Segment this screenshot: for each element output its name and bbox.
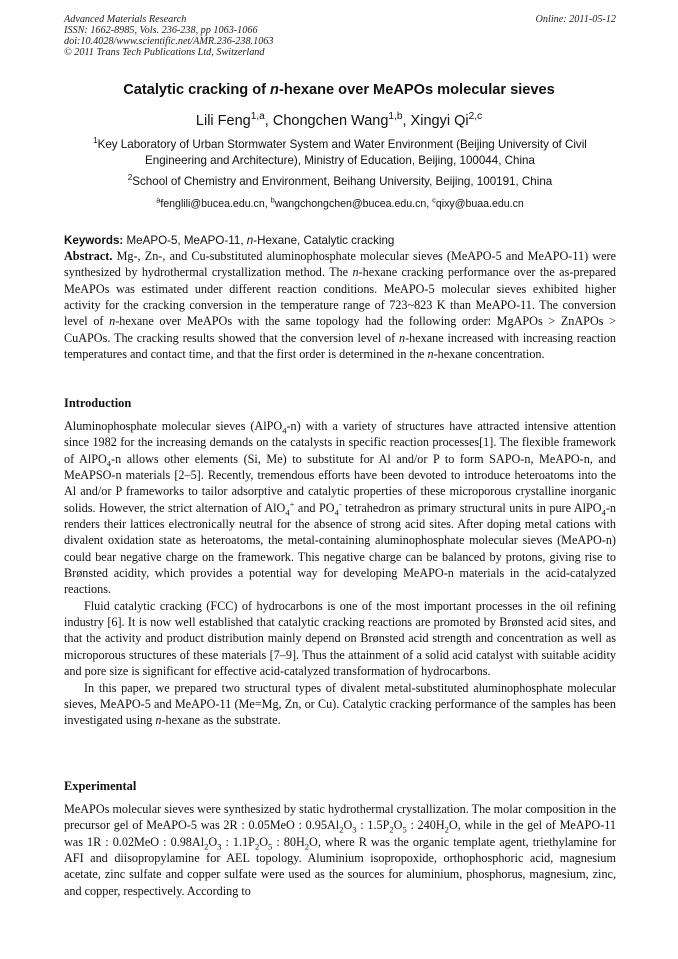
email-c: qixy@buaa.edu.cn [435,198,524,210]
journal-name: Advanced Materials Research [64,14,187,25]
paper-title: Catalytic cracking of n-hexane over MeAPOs molecular sieves [123,82,555,98]
author: Lili Feng [195,113,251,129]
copyright-line: © 2011 Trans Tech Publications Ltd, Switzerland [64,47,265,58]
introduction-body [64,418,616,729]
experimental-body [64,801,616,899]
doi-line: doi:10.4028/www.scientific.net/AMR.236-238.1063 [64,36,274,47]
email-line: $^a$fenglili@bucea.edu.cn, $^b$wangchongchen@bucea.edu.cn, $^c$qixy@buaa.edu.cn [156,195,524,210]
journal-header [64,14,616,58]
intro-paragraph-3: In this paper, we prepared two structural types of divalent metal-substituted aluminophosphate molecular sieves, MeAPO-5 and MeAPO-11 (Me=Mg, Zn, or Cu). Catalytic cracking performance of the samples has been investigated using n-hexane as the substrate. [64,680,616,728]
experimental-heading: Experimental [64,779,137,793]
intro-paragraph-2: Fluid catalytic cracking (FCC) of hydrocarbons is one of the most important processes in the oil refining industry [6]. It is now well established that catalytic cracking reactions are promoted by Brønsted acid sites, and that the activity and product distribution mainly depend on Brønsted acid strength and concentration as well as microporous structures of these materials [7–9]. Thus the attainment of a solid acid catalyst with suitable acidity and pore size is significant for effective acid-catalyzed transformation of hydrocarbons. [64,598,616,679]
keywords: Keywords: MeAPO-5, MeAPO-11, n-Hexane, Catalytic cracking [64,234,395,247]
issn-line: ISSN: 1662-8985, Vols. 236-238, pp 1063-1066 [64,25,258,36]
experimental-paragraph: MeAPOs molecular sieves were synthesized by static hydrothermal crystallization. The molar composition in the precursor gel of MeAPO-5 was 2R : 0.05MeO : $0.95Al_2O_3$ : $1.5P_2O_5$ : $240H_2O$, while in the gel of MeAPO-11 was 1R : 0.02MeO : $0.98Al_2O_3$ : $1.1P_2O_5$ : $80H_2O$, where R was the organic template agent, triethylamine for AFI and diisopropylamine for AEL topology. Aluminium isopropoxide, orthophosphoric acid, magnesium acetate, zinc sulfate and copper sulfate were used as the sources for aluminium, phosphorus, magnesium, zinc, and copper, respectively. According to [64,802,616,898]
author: Chongchen Wang [272,113,389,129]
intro-paragraph-1: Aluminophosphate molecular sieves (AlPO$_4$-n) with a variety of structures have attracted intensive attention since 1982 for the increasing demands on the catalysts in specific reaction processes[1]. The flexible framework of AlPO$_4$-n allows other elements (Si, Me) to substitute for Al and/or P to form SAPO-n, MeAPO-n, and MeAPSO-n materials [2–5]. Recently, tremendous efforts have been devoted to introduce heteroatoms into the Al and/or P frameworks to tailor adsorptive and catalytic properties of these microporous crystalline inorganic solids. However, the strict alternation of AlO$_4$+ and $PO_4^-$ tetrahedron as primary structural units in pure AlPO$_4$-n renders their lattices electronically neutral for the absence of strong acid sites. After doping metal cations with divalent oxidation state as heteroatoms, the metal-containing aluminophosphate molecular sieves (MeAPO-n) could bear negative charge on the framework. This negative charge can be balanced by protons, giving rise to Brønsted acidity, which provides a potential way for developing MeAPO-n materials in the acid-catalyzed reactions. [64,419,616,597]
email-b: wangchongchen@bucea.edu.cn, [274,198,433,210]
abstract: Abstract. Mg-, Zn-, and Cu-substituted aluminophosphate molecular sieves (MeAPO-5 and MeAPO-11) were synthesized by hydrothermal crystallization method. The n-hexane cracking performance over the as-prepared MeAPOs was estimated under different reaction conditions. MeAPO-5 molecular sieves exhibited higher activity for the cracking conversion in the temperature range of 723~823 K than MeAPO-11. The conversion level of n-hexane over MeAPOs with the same topology had the following order: MgAPOs > ZnAPOs > CuAPOs. The cracking results showed that the conversion level of n-hexane increased with increasing reaction temperatures and contact time, and that the first order is determined in the n-hexane concentration. [64,249,617,362]
online-date: Online: 2011-05-12 [535,14,616,25]
affiliation-1: $^1$Key Laboratory of Urban Stormwater System and Water Environment (Beijing University of Civil Engineering and Architecture), Ministry of Education, Beijing, 100044, China [93,136,587,167]
abstract-label: Abstract. [64,249,113,263]
email-a: fenglili@bucea.edu.cn, [160,198,271,210]
introduction-heading: Introduction [64,396,132,410]
affiliation-2: $^2$School of Chemistry and Environment, Beihang University, Beijing, 100191, China [127,173,553,188]
author: Xingyi Qi [410,113,469,129]
author-list: Lili Feng$^{1,a}$, Chongchen Wang$^{1,b}$, Xingyi Qi$^{2,c}$ [195,111,483,129]
